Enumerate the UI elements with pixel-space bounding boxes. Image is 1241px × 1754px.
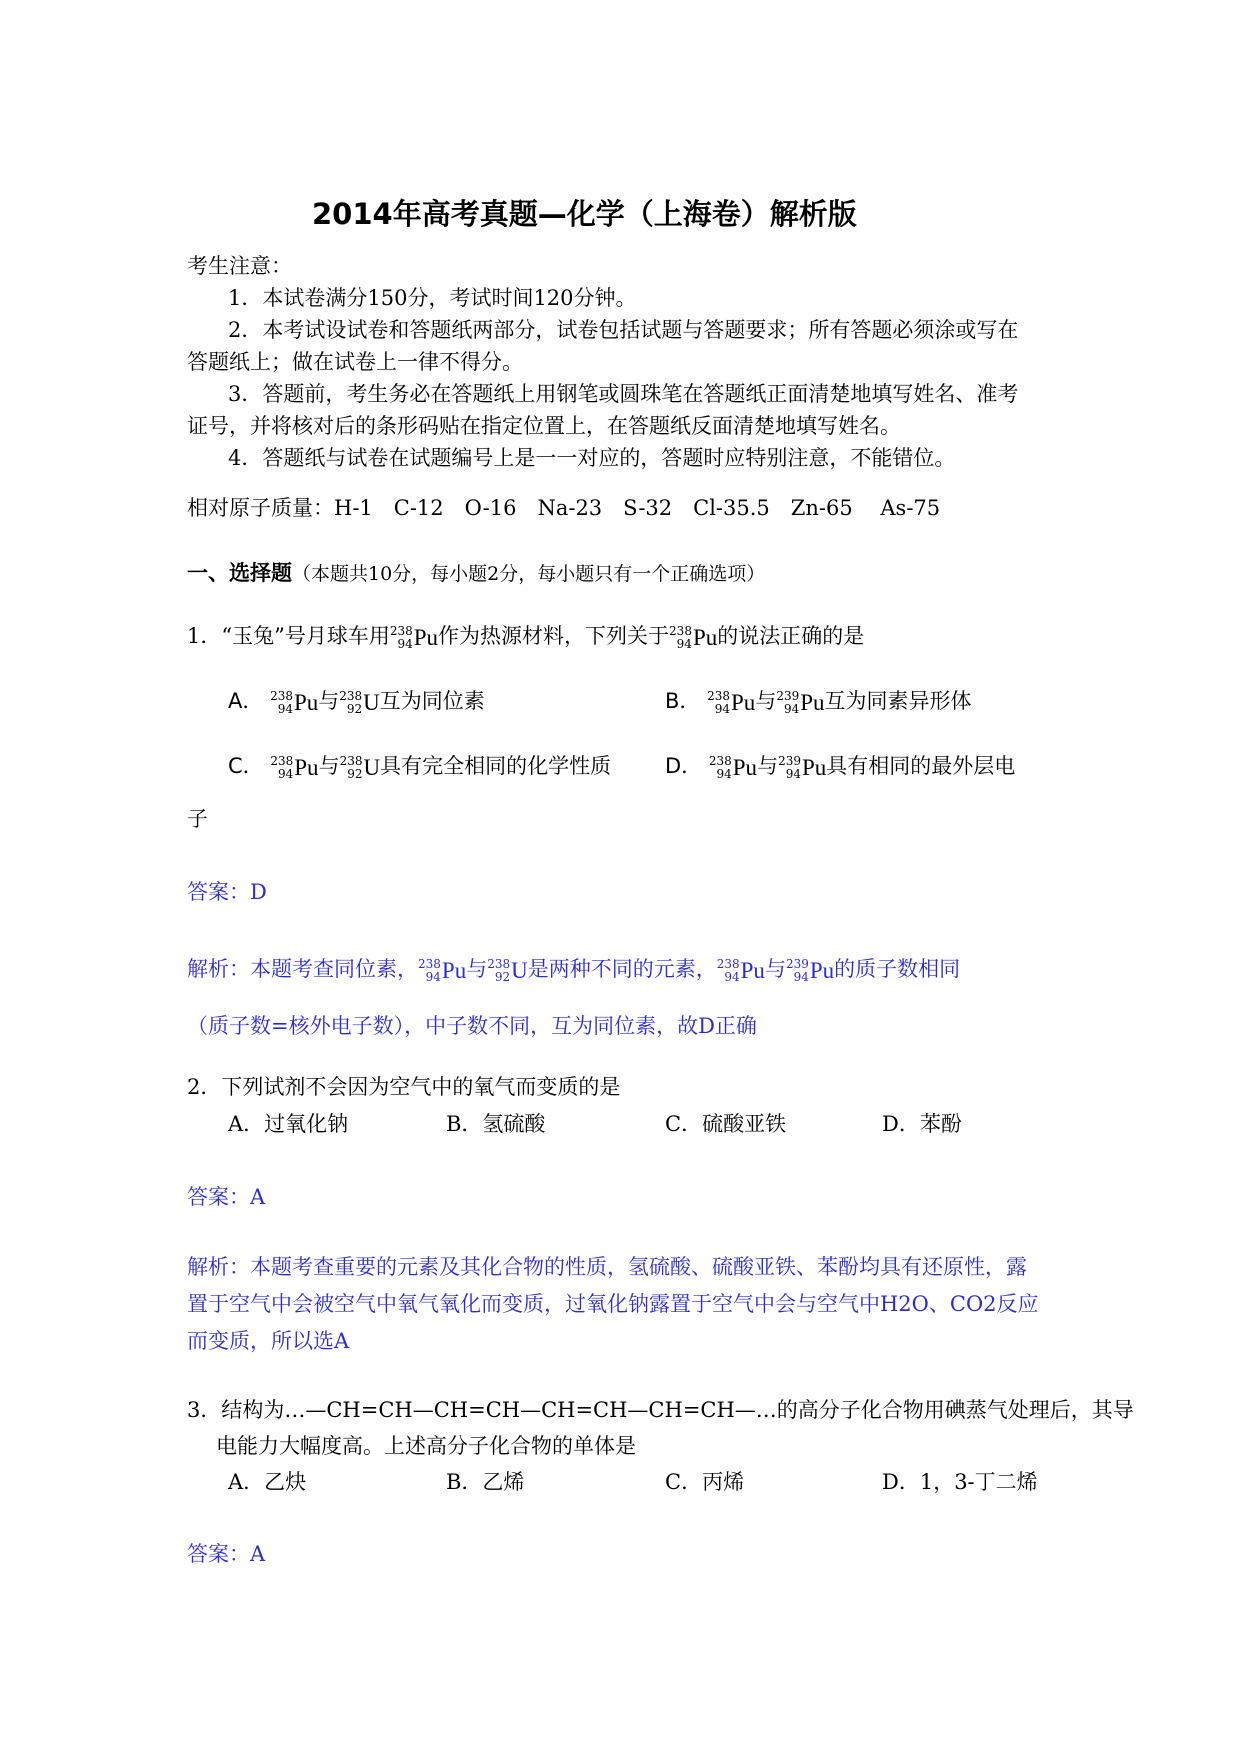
option-text: 与 <box>318 754 340 778</box>
isotope-pu238: 238 94 Pu <box>270 688 319 716</box>
atomic-masses: 相对原子质量：H-1 C-12 O-16 Na-23 S-32 Cl-35.5 Zn-65 As-75 <box>187 496 941 520</box>
q2-option-d: D．苯酚 <box>882 1112 962 1136</box>
q3-stem-line2: 电能力大幅度高。上述高分子化合物的单体是 <box>216 1434 636 1458</box>
q1-option-d-wrap: 子 <box>187 807 208 831</box>
option-text: 与 <box>755 689 777 713</box>
q3-stem-line1: 3．结构为…—CH=CH—CH=CH—CH=CH—CH=CH—…的高分子化合物用碘蒸气处理后，其导 <box>187 1398 1134 1422</box>
q2-analysis-line1: 解析：本题考查重要的元素及其化合物的性质，氢硫酸、硫酸亚铁、苯酚均具有还原性，露 <box>187 1255 1027 1279</box>
option-text: 与 <box>757 754 779 778</box>
option-text: 互为同位素 <box>379 689 485 713</box>
notice-item-1: 1．本试卷满分150分，考试时间120分钟。 <box>228 286 637 310</box>
analysis-text: 解析：本题考查同位素， <box>187 957 418 981</box>
q2-answer: 答案：A <box>187 1185 266 1209</box>
q2-option-c: C．硫酸亚铁 <box>665 1112 787 1136</box>
analysis-text: 的质子数相同 <box>834 957 961 981</box>
q1-stem <box>187 622 864 652</box>
document-title: 2014年高考真题—化学（上海卷）解析版 <box>312 197 857 231</box>
isotope-pu238: 238 94 Pu <box>708 753 758 781</box>
notice-item-3: 3．答题前，考生务必在答题纸上用钢笔或圆珠笔在答题纸正面清楚地填写姓名、准考 <box>228 382 1019 406</box>
isotope-pu238: 238 94 Pu <box>669 623 718 651</box>
notice-item-3-cont: 证号，并将核对后的条形码贴在指定位置上，在答题纸反面清楚地填写姓名。 <box>187 414 901 438</box>
section1-note: （本题共10分，每小题2分，每小题只有一个正确选项） <box>292 563 766 585</box>
q1-option-c <box>228 752 611 782</box>
notice-heading: 考生注意： <box>187 254 292 278</box>
q1-stem-b: 作为热源材料，下列关于 <box>438 624 670 648</box>
isotope-pu239: 239 94 Pu <box>778 753 827 781</box>
q1-stem-c: 的说法正确的是 <box>717 624 865 648</box>
section1-heading-row <box>187 559 765 588</box>
option-label: A． <box>228 689 264 713</box>
q2-option-a: A．过氧化钠 <box>228 1112 349 1136</box>
q3-option-b: B．乙烯 <box>446 1470 525 1494</box>
q3-answer: 答案：A <box>187 1542 266 1566</box>
isotope-pu239: 239 94 Pu <box>785 956 835 984</box>
option-label: B． <box>665 689 701 713</box>
q2-analysis-line3: 而变质，所以选A <box>187 1329 350 1353</box>
option-text: 具有相同的最外层电 <box>826 754 1016 778</box>
option-text: 具有完全相同的化学性质 <box>380 754 612 778</box>
q2-option-b: B．氢硫酸 <box>446 1112 546 1136</box>
q1-option-d <box>665 752 1015 782</box>
q1-analysis <box>187 955 960 985</box>
option-text: 与 <box>318 689 340 713</box>
q1-option-a <box>228 687 485 717</box>
q1-option-b <box>665 687 972 717</box>
isotope-u238: 238 92 U <box>339 688 380 716</box>
analysis-text: 与 <box>466 957 488 981</box>
q3-option-d: D．1，3-丁二烯 <box>882 1470 1038 1494</box>
option-text: 互为同素异形体 <box>824 689 972 713</box>
q1-answer: 答案：D <box>187 880 267 904</box>
analysis-text: 是两种不同的元素， <box>527 957 717 981</box>
isotope-u238: 238 92 U <box>487 956 528 984</box>
isotope-pu238: 238 94 Pu <box>418 956 467 984</box>
notice-item-2-cont: 答题纸上；做在试卷上一律不得分。 <box>187 350 523 374</box>
option-label: D． <box>665 754 703 778</box>
isotope-u238: 238 92 U <box>339 753 381 781</box>
isotope-pu238: 238 94 Pu <box>716 956 765 984</box>
q2-analysis-line2: 置于空气中会被空气中氧气氧化而变质，过氧化钠露置于空气中会与空气中H2O、CO2反应 <box>187 1292 1039 1316</box>
q1-analysis-line2: （质子数=核外电子数），中子数不同，互为同位素，故D正确 <box>187 1014 757 1038</box>
isotope-pu238: 238 94 Pu <box>707 688 756 716</box>
q3-option-a: A．乙炔 <box>228 1470 307 1494</box>
q3-option-c: C．丙烯 <box>665 1470 745 1494</box>
q1-stem-a: 1．“玉兔”号月球车用 <box>187 624 390 648</box>
isotope-pu238: 238 94 Pu <box>270 753 319 781</box>
notice-item-4: 4．答题纸与试卷在试题编号上是一一对应的，答题时应特别注意，不能错位。 <box>228 446 956 470</box>
option-label: C． <box>228 754 264 778</box>
section1-heading: 一、选择题 <box>187 561 292 585</box>
isotope-pu238: 238 94 Pu <box>389 623 439 651</box>
isotope-pu239: 239 94 Pu <box>776 688 825 716</box>
analysis-text: 与 <box>764 957 786 981</box>
notice-item-2: 2．本考试设试卷和答题纸两部分，试卷包括试题与答题要求；所有答题必须涂或写在 <box>228 318 1019 342</box>
q2-stem: 2．下列试剂不会因为空气中的氧气而变质的是 <box>187 1075 621 1099</box>
